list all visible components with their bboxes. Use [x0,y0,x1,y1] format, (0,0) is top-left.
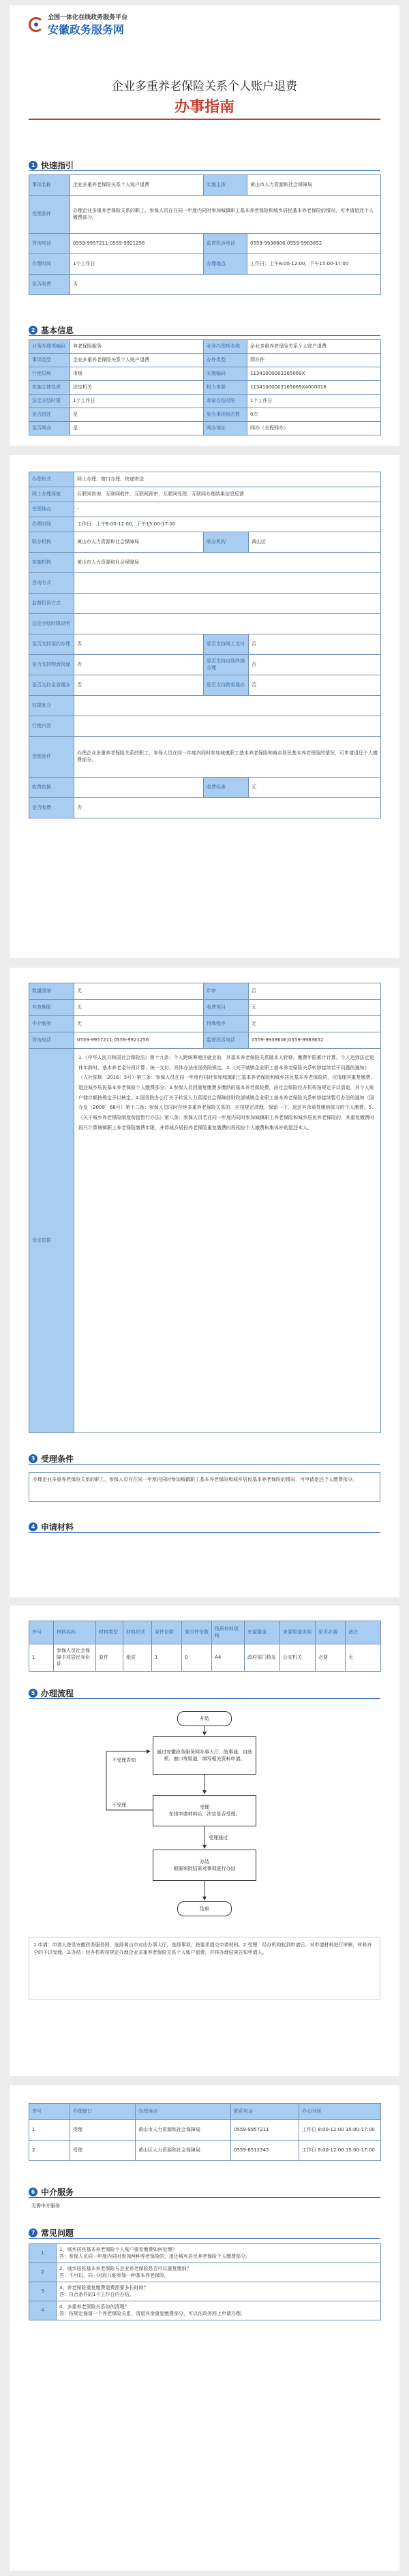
table-value: 无 [74,1000,204,1016]
table-label: 网上办理深度 [29,487,74,502]
table-value: 网办（全程网办） [247,422,381,435]
table-cell: 2 [29,2141,70,2161]
table-row [29,716,381,737]
column-header: 来源渠道说明 [280,1621,316,1644]
table-value: 否 [249,675,381,696]
table-row [29,196,381,234]
table-cell: 政府部门核发 [245,1644,280,1672]
column-header: 来源渠道 [245,1621,280,1644]
column-header: 纸质材料规格 [212,1621,245,1644]
table-cell: 原件 [96,1644,123,1672]
table-cell: 纸质 [123,1644,152,1672]
table-label: 监督投诉方式 [29,594,74,614]
faq-answer: 答：参保人员同一年度内同时参加两种养老保险的，退还城乡居民养老保险个人缴费部分。 [59,2253,250,2259]
table-label: 监督投诉电话 [204,1032,249,1049]
table-row [29,675,381,696]
table-row [29,275,381,295]
faq-number: 3 [29,2282,57,2301]
table-value: 企业多重养老保险关系个人账户退费 [247,340,381,354]
table-label: 是否支持跨省通办 [204,675,249,696]
title-divider [29,119,380,120]
table-row [29,354,381,367]
faq-answer: 答：不可以，同一时段只能参加一种基本养老保险。 [59,2272,169,2278]
table-row [29,1049,381,1433]
table-value: 无 [249,778,381,798]
table-cell: 无 [346,1644,381,1672]
table-label: 办理地点 [204,254,247,275]
column-header: 联系电话 [231,2104,299,2120]
table-row [29,234,381,254]
table-label: 受理条件 [29,737,74,778]
document-title: 企业多重养老保险关系个人账户退费 [112,80,297,93]
section-divider [29,1464,380,1465]
table-label: 受理地点 [29,502,74,517]
table-cell: A4 [212,1644,245,1672]
section-title: 快速指引 [41,161,74,170]
table-value: 企业多重养老保险关系个人账户退费 [70,354,204,367]
flow-step-title: 办结 [200,1858,209,1865]
table-label: 设定依据 [29,1049,74,1433]
brand-header [29,12,127,37]
table-value [74,778,204,798]
faq-row [29,2263,381,2282]
table-row [29,487,381,502]
table-value: 否 [74,675,204,696]
faq-answer: 答：符合条件的1个工作日内办结。 [59,2291,134,2297]
column-header: 复印件份数 [182,1621,212,1644]
table-row [29,1032,381,1049]
table-label: 办理时间 [29,254,70,275]
table-label: 是否收费 [29,798,74,818]
basic-info-table [29,339,381,435]
column-header: 是否必需 [316,1621,346,1644]
table-label: 实施主体性质 [29,381,70,395]
table-row [29,254,381,275]
table-value: 办理企业多重养老保险关系的职工，参保人员在同一年度内同时参加城镇职工基本养老保险和城乡居民基本养老保险的情况，可申请退还个人缴费部分。 [74,737,381,778]
section-divider [29,170,380,171]
table-header-row [29,2104,381,2120]
flow-step-title: 受理 [200,1804,209,1810]
column-header: 材料形式 [123,1621,152,1644]
legal-basis-text: 1.《中华人民共和国社会保险法》第十九条：个人跨统筹地区就业的，其基本养老保险关系随本人转移，缴费年限累计计算。个人达到法定退休年龄时，基本养老金分段计算、统一支付。具体办法由国务院规定。2.《关于城镇企业职工基本养老保险关系转移接续若干问题的通知》（人社部规〔2016〕5号）第三条：参保人员在同一年度内同时参加城镇职工基本养老保险和城乡居民基本养老保险的，应清理其重复缴费，退还城乡居民基本养老保险个人缴费部分。3.参保人员因重复缴费多缴纳的基本养老保险费，由社会保险经办机构按规定予以清退，其个人账户储存额按规定予以核定。4.国务院办公厅关于转发人力资源社会保障部财政部城镇企业职工基本养老保险关系转移接续暂行办法的通知（国办发〔2009〕66号）第十二条：参保人员同时存续多重养老保险关系的，应按规定清理，保留一个，退还其余重复缴纳部分的个人缴费。5.《关于城乡养老保险制度衔接暂行办法》第八条：参保人员若在同一年度内同时参加城镇职工养老保险和城乡居民养老保险的，其重复缴费时段只计算城镇职工养老保险缴费年限，并将城乡居民养老保险重复缴费时段相应个人缴费和集体补助退还本人。 [74,1049,381,1433]
section-quick-guide [29,159,74,171]
flow-step-desc: 在线申请材料后，决定是否受理。 [168,1811,241,1817]
table-value: 工作日：上午8:00-12:00，下午15:00-17:00 [247,254,381,275]
table-label: 行使层级 [29,367,70,381]
section-title: 中介服务 [41,2188,74,2197]
table-value: 无 [249,1016,381,1032]
table-value [74,594,381,614]
faq-table [29,2243,381,2320]
table-label: 联办机构 [204,532,249,553]
flow-handle-step [153,1850,256,1881]
flow-start: 开始 [177,1711,232,1726]
table-label: 特殊程序 [204,1016,249,1032]
table-cell: 受理 [70,2141,136,2161]
table-value: 互联网咨询，互联网收件，互联网预审，互联网受理，互联网办理结果信息反馈 [74,487,381,502]
table-row [29,2120,381,2141]
table-cell: 黄山区人力资源和社会保障局 [136,2141,231,2161]
table-label: 有效期限 [29,1000,74,1016]
table-label: 事项类型 [29,354,70,367]
table-label: 收费项目 [204,1000,249,1016]
table-value: 黄山区 [249,532,381,553]
faq-number: 4 [29,2301,57,2320]
section-number-badge: 1 [29,161,37,170]
column-header: 序号 [29,1621,54,1644]
table-row [29,798,381,818]
flow-submit-step: 通过安徽政务服务网办事大厅、皖事通、自助机、窗口等渠道，填写相关资料申请。 [153,1736,256,1775]
table-row [29,1000,381,1016]
table-cell: 工作日 8:00-12:00 15:00-17:00 [299,2141,381,2161]
table-value: - [74,502,381,517]
table-label: 权限划分 [29,696,74,716]
table-label: 联办机构 [29,532,74,553]
section-title: 办理流程 [41,1689,74,1698]
table-cell: 公安机关 [280,1644,316,1672]
table-cell: 参保人员社会保障卡或居民身份证 [54,1644,96,1672]
table-value: 办理企业多重养老保险关系的职工，参保人员存在同一年度内同时参加城镇职工基本养老保险和城乡居民基本养老保险的情况，可申请退还个人缴费部分。 [70,196,381,234]
table-cell: 0559-8512345 [231,2141,299,2161]
flow-accept-step [153,1795,256,1826]
section-intermediary [29,2186,74,2198]
section-divider [29,335,380,336]
table-cell: 黄山市人力资源和社会保障局 [136,2120,231,2141]
table-cell: 1 [29,1644,54,1672]
faq-content [57,2301,381,2320]
table-cell: 0 [182,1644,212,1672]
table-label: 监督投诉电话 [204,234,247,254]
table-label: 承诺办结时限 [204,395,247,408]
table-row [29,983,381,1000]
page-1 [10,5,399,446]
table-label: 办件类型 [204,354,247,367]
table-row [29,634,381,655]
faq-content [57,2244,381,2263]
table-value: 否 [74,798,381,818]
table-label: 是否支持网上支付 [204,634,249,655]
table-value: 否 [74,634,204,655]
table-value: 否 [249,983,381,1000]
faq-content [57,2282,381,2301]
table-value: 否 [249,655,381,675]
table-value: 0559-9938606;0559-9983652 [247,234,381,254]
document-subtitle: 办事指南 [174,98,234,116]
table-label: 收费标准 [204,778,249,798]
section-divider [29,1532,380,1533]
table-row [29,778,381,798]
table-label: 是否支持物流快递 [29,655,74,675]
table-row [29,175,381,196]
table-value: 养老保险服务 [70,340,204,354]
faq-number: 1 [29,2244,57,2263]
table-value: 1个工作日 [247,395,381,408]
table-value: 黄山市人力资源和社会保障局 [74,532,204,553]
table-label: 是否支持全省通办 [29,675,74,696]
brand-name: 安徽政务服务网 [48,23,125,36]
section-number-badge: 4 [29,1522,37,1531]
legal-info-table [29,983,381,1433]
table-value: 是 [70,422,204,435]
table-row [29,614,381,634]
table-row [29,2141,381,2161]
table-row [29,381,381,395]
table-label: 实施编码 [204,367,247,381]
table-label: 实施主体 [204,175,247,196]
faq-question: 1、城乡居民基本养老保险个人账户重复缴费如何处理？ [59,2247,177,2253]
table-label: 权力来源 [204,381,247,395]
table-value: 否 [70,275,381,295]
table-label: 咨询电话 [29,1032,74,1049]
section-title: 申请材料 [41,1522,74,1532]
section-number-badge: 7 [29,2228,37,2237]
page-5 [10,2085,399,2571]
table-value: 0次 [247,408,381,422]
table-label: 是否支持预约办理 [29,634,74,655]
table-row [29,655,381,675]
table-row [29,472,381,487]
table-row [29,573,381,594]
table-label: 是否进驻 [29,408,70,422]
continued-info-table [29,472,381,818]
faq-question: 2、城乡居民基本养老保险与企业养老保险是否可以重复缴纳？ [59,2266,192,2272]
table-cell: 必要 [316,1644,346,1672]
flow-step-desc: 根据审批结果对事项进行办结 [173,1866,236,1871]
column-header: 序号 [29,2104,70,2120]
table-value: 否 [249,634,381,655]
table-label: 收费依据 [29,778,74,798]
section-divider [29,2238,380,2239]
table-label: 年审 [204,983,249,1000]
table-row [29,532,381,553]
section-materials [29,1521,74,1533]
column-header: 材料类型 [96,1621,123,1644]
column-header: 办公时间 [299,2104,381,2120]
page-2 [10,455,399,958]
flow-pass-label: 受理通过 [209,1835,228,1841]
window-table [29,2103,381,2161]
table-row [29,502,381,517]
page-4 [10,1606,399,2076]
table-row [29,517,381,532]
table-value [74,696,381,716]
table-value: 0559-9957211;0559-9921256 [74,1032,204,1049]
column-header: 办理地点 [136,2104,231,2120]
table-value: 1个工作日 [70,395,204,408]
table-label: 数量限制 [29,983,74,1000]
table-value [74,716,381,737]
page-3 [10,968,399,1597]
table-label: 行使内容 [29,716,74,737]
table-value: 0559-9957211;0559-9921256 [70,234,204,254]
process-description: 1.申请：申请人登录安徽政务服务网，选择黄山市对应办事大厅，选择事项，按要求提交申请材料。2.受理：经办机构收到申请后，对申请材料进行审核，材料齐全的予以受理。3.办结：经办机构按规定办理企业多重养老保险关系个人账户退费，并将办理结果告知申请人。 [29,1937,380,1999]
table-label: 办理形式 [29,472,74,487]
faq-row [29,2282,381,2301]
faq-answer: 答：按规定保留一个养老保险关系，清退其余重复缴费部分，可以在政务网上申请办理。 [59,2310,245,2316]
table-cell: 工作日 8:00-12:00 15:00-17:00 [299,2120,381,2141]
table-value: 黄山市人力资源和社会保障局 [247,175,381,196]
table-value: 无 [249,1000,381,1016]
table-row [29,696,381,716]
table-label: 业务办理项名称 [204,340,247,354]
section-number-badge: 2 [29,326,37,335]
table-label: 实施机构 [29,553,74,573]
table-label: 受理条件 [29,196,70,234]
faq-question: 3、养老保险重复缴费退费需要多长时间？ [59,2285,149,2291]
intermediary-text: 无需中介服务 [31,2203,60,2209]
faq-row [29,2301,381,2320]
quick-guide-table [29,174,381,295]
table-row [29,367,381,381]
flow-reject-label: 不受理 [112,1803,126,1808]
table-label: 到办事现场次数 [204,408,247,422]
table-label: 是否网办 [29,422,70,435]
table-value [74,614,381,634]
table-value: 否 [74,655,204,675]
section-number-badge: 3 [29,1454,37,1463]
column-header: 备注 [346,1621,381,1644]
faq-question: 4、多重养老保险关系如何清理？ [59,2304,130,2310]
table-value: 是 [70,408,204,422]
flowchart-connectors [10,1606,399,2076]
table-label: 中介服务 [29,1016,74,1032]
column-header: 办理窗口 [70,2104,136,2120]
table-value: 无 [74,1016,204,1032]
section-title: 基本信息 [41,326,74,335]
platform-name: 全国一体化在线政务服务平台 [48,14,128,21]
table-row [29,737,381,778]
faq-row [29,2244,381,2263]
section-acceptance [29,1453,74,1465]
table-row [29,395,381,408]
table-cell: 受理 [70,2120,136,2141]
table-value: 企业多重养老保险关系个人账户退费 [70,175,204,196]
table-label: 咨询方式 [29,573,74,594]
table-value: 无 [74,983,204,1000]
table-value: 11341000003165069X [247,367,381,381]
section-divider [29,2197,380,2198]
table-value: 网上办理、窗口办理、快递寄送 [74,472,381,487]
faq-content [57,2263,381,2282]
column-header: 材料名称 [54,1621,96,1644]
table-value: 黄山市人力资源和社会保障局 [74,553,381,573]
section-basic-info [29,324,74,336]
acceptance-text: 办理企业多重养老保险关系的职工，参保人员存在同一年度内同时参加城镇职工基本养老保险和城乡居民基本养老保险的情况，可申请退还个人缴费部分。 [29,1472,380,1502]
table-row [29,422,381,435]
table-label: 是否收费 [29,275,70,295]
faq-number: 2 [29,2263,57,2282]
section-title: 受理条件 [41,1454,74,1464]
flow-reject-notice-label: 不受理告知 [112,1758,136,1763]
table-value: 即办件 [247,354,381,367]
table-label: 网办地址 [204,422,247,435]
section-faq [29,2227,74,2239]
table-row [29,1016,381,1032]
flow-end: 结束 [177,1901,232,1916]
table-label: 办理时间 [29,517,74,532]
table-label: 法定办结时限 [29,395,70,408]
table-row [29,553,381,573]
section-number-badge: 5 [29,1689,37,1698]
table-row [29,340,381,354]
table-cell: 1 [29,2120,70,2141]
table-value: 法定机关 [70,381,204,395]
table-cell: 1 [152,1644,182,1672]
section-number-badge: 6 [29,2188,37,2196]
table-row [29,594,381,614]
table-label: 法定办结时限说明 [29,614,74,634]
table-value: 1个工作日 [70,254,204,275]
table-label: 业务办理项编码 [29,340,70,354]
section-title: 常见问题 [41,2228,74,2238]
column-header: 原件份数 [152,1621,182,1644]
table-value: 市级 [70,367,204,381]
platform-logo-icon [29,17,44,32]
table-row [29,408,381,422]
table-value: 工作日：上午8:00-12:00，下午15:00-17:00 [74,517,381,532]
table-label: 咨询电话 [29,234,70,254]
table-value: 0559-9938606;0559-9983652 [249,1032,381,1049]
table-label: 是否支持自助终端办理 [204,655,249,675]
table-value [74,573,381,594]
table-label: 事项名称 [29,175,70,196]
table-value: 11341000003165069X4000016 [247,381,381,395]
table-cell: 0559-9957211 [231,2120,299,2141]
